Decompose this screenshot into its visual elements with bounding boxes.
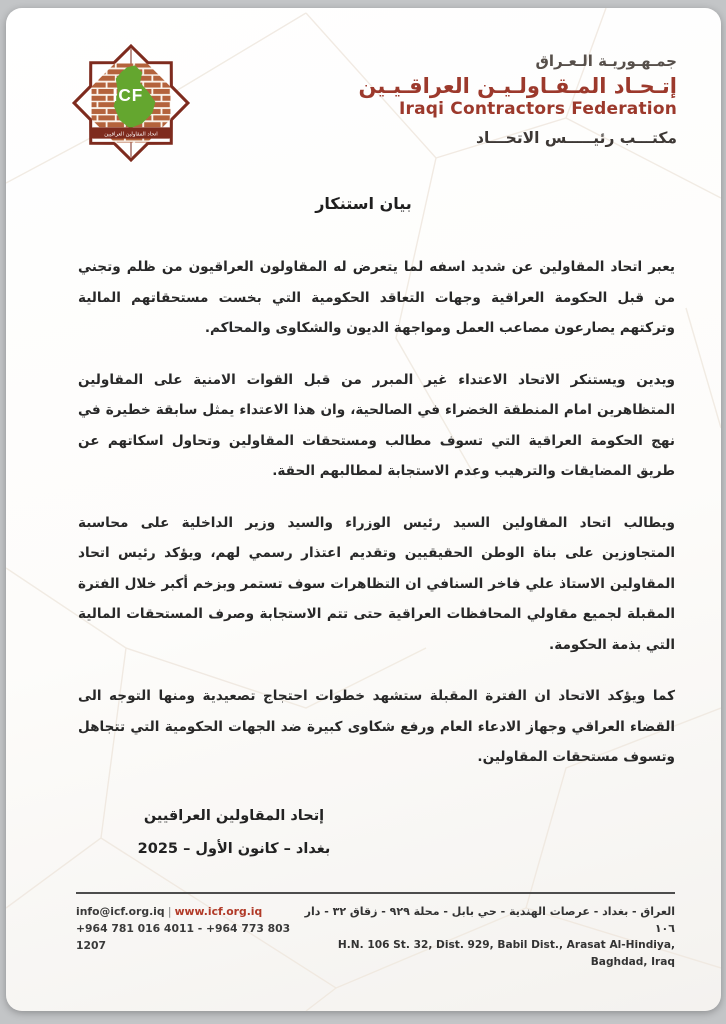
org-name-english: Iraqi Contractors Federation [399,99,677,119]
logo-icf-text: ICF [112,84,144,105]
paragraph-4: كما ويؤكد الاتحاد ان الفترة المقبلة ستشهد خطوات احتجاج تصعيدية ومنها التوجه الى القضاء العراقي وجهاز الادعاء العام ورفع شكاوى كبيرة ضد الجهات الحكومية التي تتجاهل وتسوف مستحقات المقاولين. [78,688,675,765]
footer-separator: | [167,905,172,918]
footer-address-arabic: العراق - بغداد - عرصات الهندية - حي بابل - محلة ٩٢٩ - زقاق ٣٢ - دار ١٠٦ [304,905,675,935]
republic-line: جمـهـوريـة الـعـراق [535,52,677,70]
icf-logo [70,42,192,164]
statement-body [78,252,675,794]
footer-contact [76,903,297,954]
logo-banner [91,127,170,138]
footer-email: info@icf.org.iq [76,905,165,918]
footer-address-english: H.N. 106 St. 32, Dist. 929, Babil Dist., Arasat Al-Hindiya, Baghdad, Iraq [337,939,675,968]
statement-title: بيان استنكار [315,194,412,213]
svg-text:اتحاد المقاولين العراقيين: اتحاد المقاولين العراقيين [104,131,158,138]
footer-address [297,903,675,971]
footer-divider [76,892,675,894]
letterhead [359,52,678,149]
footer-phones: +964 781 016 4011 - +964 773 803 1207 [76,922,291,952]
paragraph-3: ويطالب اتحاد المقاولين السيد رئيس الوزراء والسيد وزير الداخلية على محاسبة المتجاوزين على بناة الوطن الحقيقيين وتقديم اعتذار رسمي لهم، ويؤكد رئيس اتحاد المقاولين الاستاذ علي فاخر السنافي ان التظاهرات سوف تستمر وبزخم أكبر خلال الفترة المقبلة لجميع مقاولي المحافظات العراقية حتى تتم الاستجابة وصرف المستحقات المالية التي بذمة الحكومة. [78,514,675,653]
letter-page [6,8,721,1011]
signature-org: إتحاد المقاولين العراقيين [143,808,325,824]
org-name-arabic: إتـحـاد المـقـاولـيـن العراقـيـين [358,73,677,98]
letter-footer [76,892,675,971]
paragraph-1: يعبر اتحاد المقاولين عن شديد اسفه لما يتعرض له المقاولون العراقيون من ظلم وتجني من قبل الحكومة العراقية وجهات التعاقد الحكومية التي بخست مستحقاتهم المالية وتركتهم يصارعون مصاعب العمل ومواجهة الديون والشكاوى والمحاكم. [78,259,675,336]
signature-date: بغداد – كانون الأول – 2025 [137,841,331,857]
footer-website: www.icf.org.iq [174,905,263,918]
office-line: مكتـــب رئيـــــس الاتحـــاد [475,129,677,148]
paragraph-2: ويدين ويستنكر الاتحاد الاعتداء غير المبرر من قبل القوات الامنية على المقاولين المتظاهرين امام المنطقة الخضراء في الصالحية، وان هذا الاعتداء يمثل سابقة خطيرة في نهج الحكومة العراقية التي تسوف مطالب ومستحقات المقاولين وتحاول اسكاتهم عن طريق المضايقات والترهيب وعدم الاستجابة لمطالبهم الحقة. [78,371,675,479]
signature-block [92,808,376,857]
